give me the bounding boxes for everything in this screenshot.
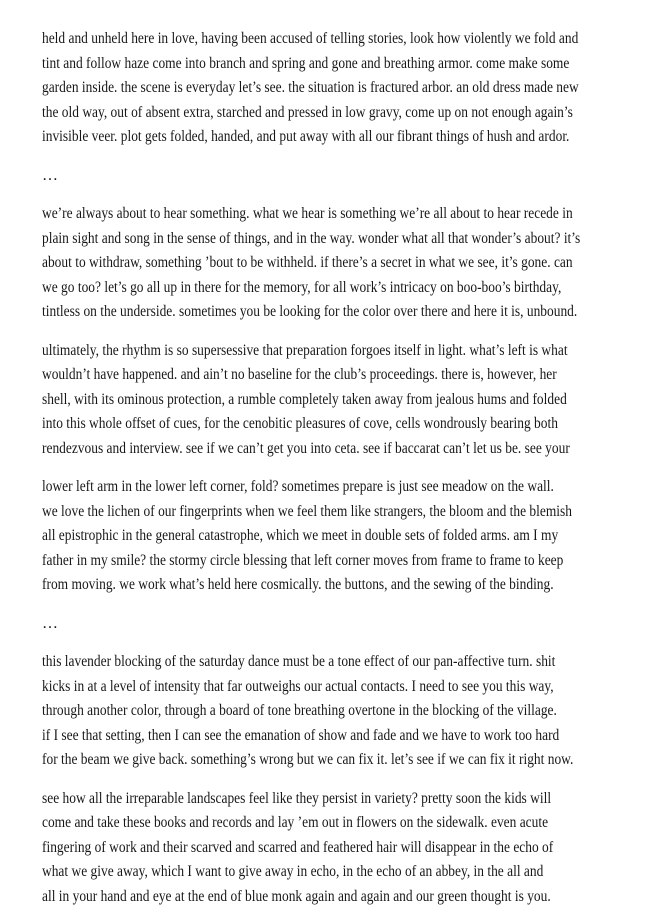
text-line: tintless on the underside. sometimes you be looking for the color over there and here it is, unbound.	[42, 303, 578, 320]
text-line: the old way, out of absent extra, starched and pressed in low gravy, come up on not enough again’s	[42, 103, 573, 121]
text-line: this lavender blocking of the saturday dance must be a tone effect of our pan-affective turn. shit	[42, 653, 556, 670]
text-line: rendezvous and interview. see if we can’t get you into ceta. see if baccarat can’t let us be. see your	[42, 439, 570, 457]
text-line: we go too? let’s go all up in there for the memory, for all work’s intricacy on boo-boo’s birthday,	[42, 278, 562, 296]
paragraph	[42, 202, 655, 325]
text-line: kicks in at a level of intensity that far outweighs our actual contacts. I need to see you this way,	[42, 677, 554, 695]
text-line: see how all the irreparable landscapes feel like they persist in variety? pretty soon the kids will	[42, 789, 552, 807]
text-line: all epistrophic in the general catastrophe, which we meet in double sets of folded arms. am I my	[42, 527, 559, 544]
text-line: all in your hand and eye at the end of blue monk again and again and our green thought is you.	[42, 887, 551, 905]
paragraph	[42, 339, 655, 462]
paragraph	[42, 787, 655, 906]
text-line: lower left arm in the lower left corner, fold? sometimes prepare is just see meadow on the wall.	[42, 478, 554, 495]
text-line: come and take these books and records and lay ’em out in flowers on the sidewalk. even acute	[42, 814, 549, 831]
text-line: fingering of work and their scarved and scarred and feathered hair will disappear in the echo of	[42, 838, 554, 856]
text-line: for the beam we give back. something’s wrong but we can fix it. let’s see if we can fix it right now.	[42, 751, 574, 768]
paragraph	[42, 650, 655, 773]
text-line: if I see that setting, then I can see the emanation of show and fade and we have to work too hard	[42, 726, 560, 744]
text-line: father in my smile? the stormy circle blessing that left corner moves from frame to frame to keep	[42, 551, 564, 569]
paragraph	[42, 475, 655, 598]
paragraph	[42, 27, 655, 150]
section-separator: …	[42, 614, 60, 632]
text-line: through another color, through a board of tone breathing overtone in the blocking of the village.	[42, 702, 557, 719]
text-line: we’re always about to hear something. what we hear is something we’re all about to hear recede in	[42, 205, 573, 222]
text-line: invisible veer. plot gets folded, handed, and put away with all our fibrant things of hush and ardor.	[42, 128, 570, 145]
text-line: what we give away, which I want to give away in echo, in the echo of an abbey, in the all and	[42, 863, 544, 880]
text-line: ultimately, the rhythm is so supersessive that preparation forgoes itself in light. what’s left is what	[42, 341, 568, 359]
document-body	[42, 27, 655, 906]
text-line: garden inside. the scene is everyday let’s see. the situation is fractured arbor. an old dress made new	[42, 79, 579, 96]
text-line: plain sight and song in the sense of things, and in the way. wonder what all that wonder’s about? it’s	[42, 229, 581, 247]
text-line: into this whole offset of cues, for the cenobitic pleasures of cove, cells wondrously bearing both	[42, 415, 558, 432]
text-line: held and unheld here in love, having been accused of telling stories, look how violently we fold and	[42, 30, 579, 47]
text-line: we love the lichen of our fingerprints when we feel them like strangers, the bloom and the blemish	[42, 502, 572, 520]
text-line: from moving. we work what’s held here cosmically. the buttons, and the sewing of the binding.	[42, 576, 554, 593]
text-line: shell, with its ominous protection, a rumble completely taken away from jealous hums and folded	[42, 390, 567, 408]
text-line: tint and follow haze come into branch and spring and gone and breathing armor. come make some	[42, 54, 570, 72]
text-line: about to withdraw, something ’bout to be withheld. if there’s a secret in what we see, it’s gone. can	[42, 254, 573, 271]
text-line: wouldn’t have happened. and ain’t no baseline for the club’s proceedings. there is, however, her	[42, 366, 557, 383]
section-separator: …	[42, 166, 60, 184]
